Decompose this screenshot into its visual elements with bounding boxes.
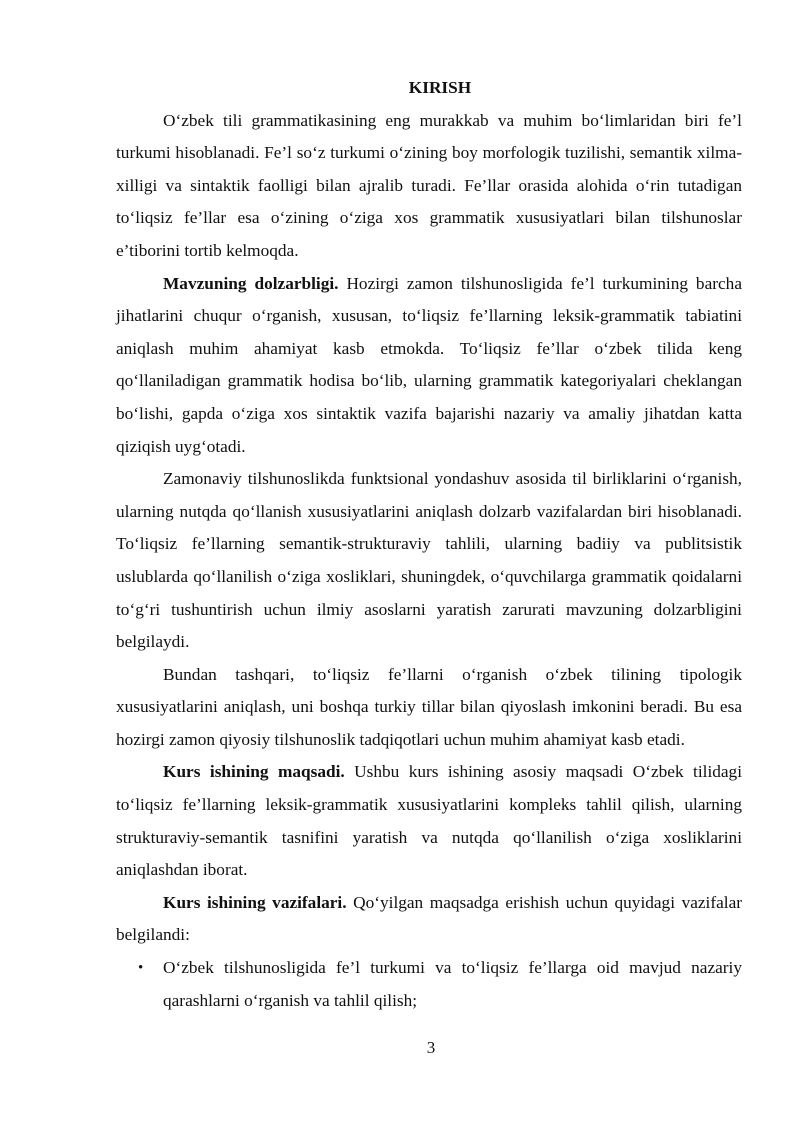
paragraph-relevance: Mavzuning dolzarbligi. Hozirgi zamon tilshunosligida fe’l turkumining barcha jihatlarini chuqur o‘rganish, xususan, to‘liqsiz fe’llarning leksik-grammatik tabiatini aniqlash muhim ahamiyat kasb etmokda. To‘liqsiz fe’llar o‘zbek tilida keng qo‘llaniladigan grammatik hodisa bo‘lib, ularning grammatik kategoriyalari cheklangan bo‘lishi, gapda o‘ziga xos sintaktik vazifa bajarishi nazariy va amaliy jihatdan katta qiziqish uyg‘otadi. [116, 273, 742, 456]
paragraph-tasks: Kurs ishining vazifalari. Qo‘yilgan maqsadga erishish uchun quyidagi vazifalar belgilandi: [116, 892, 742, 945]
tasks-list [116, 952, 742, 1017]
list-item-text: O‘zbek tilshunosligida fe’l turkumi va to‘liqsiz fe’llarga oid mavjud nazariy qarashlarni o‘rganish va tahlil qilish; [163, 958, 742, 1010]
goal-heading: Kurs ishining maqsadi. [163, 762, 345, 782]
relevance-heading: Mavzuning dolzarbligi. [163, 273, 339, 293]
page-number: 3 [426, 1038, 436, 1057]
paragraph-intro: O‘zbek tili grammatikasining eng murakkab va muhim bo‘limlaridan biri fe’l turkumi hisoblanadi. Fe’l so‘z turkumi o‘zining boy morfologik tuzilishi, semantik xilma-xilligi va sintaktik faolligi bilan ajralib turadi. Fe’llar orasida alohida o‘rin tutadigan to‘liqsiz fe’llar esa o‘zining o‘ziga xos grammatik xususiyatlari bilan tilshunoslar e’tiborini tortib kelmoqda. [116, 110, 742, 260]
page-title: KIRISH [408, 78, 472, 97]
list-item [116, 952, 742, 1017]
paragraph-additionally: Bundan tashqari, to‘liqsiz fe’llarni o‘rganish o‘zbek tilining tipologik xususiyatlarini aniqlash, uni boshqa turkiy tillar bilan qiyoslash imkonini beradi. Bu esa hozirgi zamon qiyosiy tilshunoslik tadqiqotlari uchun muhim ahamiyat kasb etadi. [116, 664, 742, 749]
paragraph-modern-linguistics: Zamonaviy tilshunoslikda funktsional yondashuv asosida til birliklarini o‘rganish, ularning nutqda qo‘llanish xususiyatlarini aniqlash dolzarb vazifalardan biri hisoblanadi. To‘liqsiz fe’llarning semantik-strukturaviy tahlili, ularning badiiy va publitsistik uslublarda qo‘llanilish o‘ziga xosliklari, shuningdek, o‘quvchilarga grammatik qoidalarni to‘g‘ri tushuntirish uchun ilmiy asoslarni yaratish zarurati mavzuning dolzarbligini belgilaydi. [116, 469, 742, 652]
bullet-icon: • [138, 960, 144, 977]
page-content [116, 72, 742, 1017]
tasks-heading: Kurs ishining vazifalari. [163, 892, 347, 912]
paragraph-goal: Kurs ishining maqsadi. Ushbu kurs ishining asosiy maqsadi O‘zbek tilidagi to‘liqsiz fe’llarning leksik-grammatik xususiyatlarini kompleks tahlil qilish, ularning strukturaviy-semantik tasnifini yaratish va nutqda qo‘llanilish o‘ziga xosliklarini aniqlashdan iborat. [116, 762, 742, 880]
